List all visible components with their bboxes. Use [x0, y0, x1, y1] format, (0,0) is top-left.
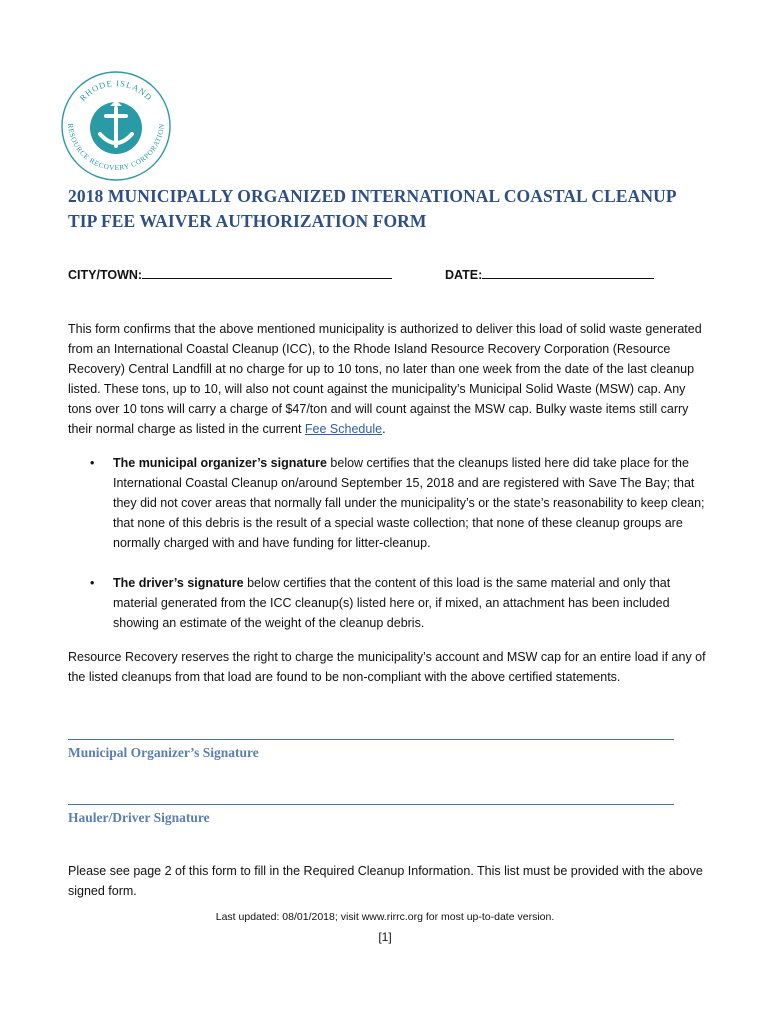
date-field[interactable]: [445, 266, 654, 282]
form-title: [68, 184, 677, 234]
bullet-icon: •: [90, 456, 95, 470]
logo-text-bottom: RESOURCE RECOVERY CORPORATION: [65, 123, 167, 173]
bullet-icon: •: [90, 576, 95, 590]
organizer-certification-text: below certifies that the cleanups listed here did take place for the International Coastal Cleanup on/around September 15, 2018 and are registered with Save The Bay; that they did not cover areas that normally fall under the municipality’s or the state’s reasonability to keep clean; that none of this debris is the result of a special waste collection; that none of these cleanup groups are normally charged with and have funding for litter-cleanup.: [113, 456, 705, 550]
title-line-1: 2018 MUNICIPALLY ORGANIZED INTERNATIONAL COASTAL CLEANUP: [68, 186, 677, 206]
driver-certification-bullet: [68, 573, 708, 633]
date-input-line[interactable]: [482, 266, 654, 279]
intro-end: .: [382, 422, 386, 436]
city-town-input-line[interactable]: [142, 266, 392, 279]
intro-paragraph: [68, 319, 708, 439]
page-number: [1]: [378, 930, 392, 944]
fee-schedule-link[interactable]: Fee Schedule: [304, 422, 383, 436]
rirrc-logo: [60, 70, 172, 182]
organizer-signature-heading: The municipal organizer’s signature: [113, 456, 327, 470]
driver-signature-line[interactable]: [68, 804, 674, 805]
reserve-paragraph: Resource Recovery reserves the right to charge the municipality’s account and MSW cap for an entire load if any of the listed cleanups from that load are found to be non-compliant with the above certified statements.: [68, 650, 706, 684]
date-label: DATE:: [445, 268, 483, 282]
title-line-2: TIP FEE WAIVER AUTHORIZATION FORM: [68, 211, 427, 231]
driver-signature-label: Hauler/Driver Signature: [68, 810, 210, 825]
logo-text-top: RHODE ISLAND: [77, 77, 155, 103]
driver-certification-text: below certifies that the content of this load is the same material and only that material generated from the ICC cleanup(s) listed here or, if mixed, an attachment has been included showing an estimate of the weight of the cleanup debris.: [113, 576, 671, 630]
organizer-signature-label: Municipal Organizer’s Signature: [68, 745, 259, 760]
page-two-note: Please see page 2 of this form to fill in the Required Cleanup Information. This list must be provided with the above signed form.: [68, 864, 703, 898]
organizer-certification-bullet: [68, 453, 708, 553]
last-updated-footer: Last updated: 08/01/2018; visit www.rirrc.org for most up-to-date version.: [215, 911, 555, 923]
city-town-label: CITY/TOWN:: [68, 268, 143, 282]
organizer-signature-line[interactable]: [68, 739, 674, 740]
driver-signature-heading: The driver’s signature: [113, 576, 244, 590]
intro-text: This form confirms that the above mentioned municipality is authorized to deliver this load of solid waste generated from an International Coastal Cleanup (ICC), to the Rhode Island Resource Recovery Corporation (Resource Recovery) Central Landfill at no charge for up to 10 tons, no later than one week from the date of the last cleanup listed. These tons, up to 10, will also not count against the municipality’s Municipal Solid Waste (MSW) cap. Any tons over 10 tons will carry a charge of $47/ton and will count against the MSW cap. Bulky waste items still carry their normal charge as listed in the current: [68, 322, 702, 436]
city-town-field[interactable]: [68, 266, 392, 282]
